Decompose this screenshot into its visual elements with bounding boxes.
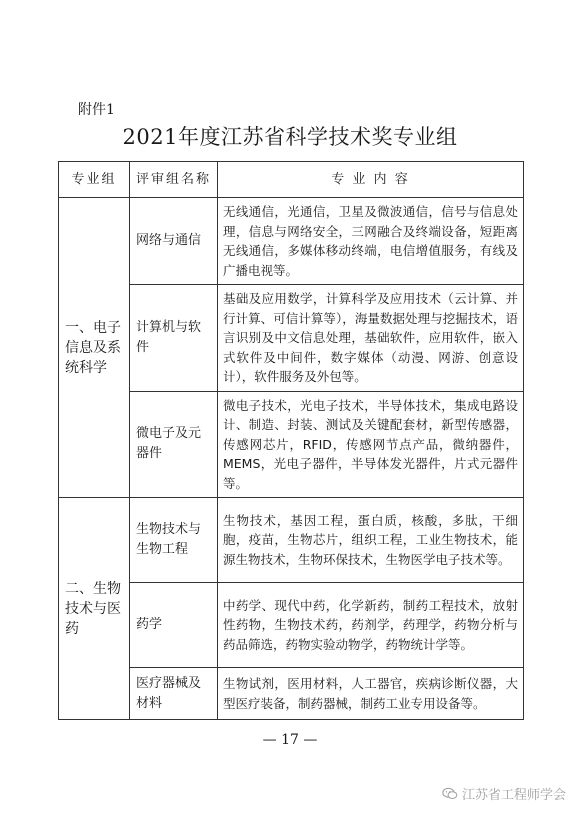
panel-name: 药学 [130, 583, 218, 668]
attachment-label: 附件1 [78, 102, 115, 118]
document-title: 2021年度江苏省科学技术奖专业组 [122, 125, 458, 149]
panel-name: 网络与通信 [130, 198, 218, 285]
group-name: 一、电子信息及系统科学 [65, 319, 121, 376]
page-number: — 17 — [262, 732, 318, 748]
group-cell [59, 498, 130, 720]
panel-name: 计算机与软件 [130, 285, 218, 392]
panel-name: 生物技术与生物工程 [130, 498, 218, 583]
panel-content: 生物试剂，医用材料，人工器官，疾病诊断仪器，大型医疗装备，制药器械，制药工业专用设备等。 [218, 668, 524, 720]
watermark [442, 784, 566, 803]
table-row [59, 198, 524, 285]
group-cell [59, 198, 130, 498]
panel-content: 微电子技术，光电子技术，半导体技术，集成电路设计、制造、封装、测试及关键配套材，新型传感器，传感网芯片，RFID，传感网节点产品，微纳器件，MEMS，光电子器件，半导体发光器件，片式元器件等。 [218, 391, 524, 498]
header-panel-name: 评审组名称 [130, 162, 218, 198]
panel-content: 中药学、现代中药，化学新药，制药工程技术，放射性药物，生物技术药，药剂学，药理学，药物分析与药品筛选，药物实验动物学，药物统计学等。 [218, 583, 524, 668]
panel-content: 无线通信，光通信，卫星及微波通信，信号与信息处理，信息与网络安全，三网融合及终端设备，短距离无线通信，多媒体移动终端，电信增值服务，有线及广播电视等。 [218, 198, 524, 285]
header-content: 专 业 内 容 [218, 162, 524, 198]
table-row [59, 498, 524, 583]
header-group: 专业组 [59, 162, 130, 198]
panel-content: 基础及应用数学，计算科学及应用技术（云计算、并行计算、可信计算等），海量数据处理与挖掘技术，语言识别及中文信息处理，基础软件，应用软件，嵌入式软件及中间件，数字媒体（动漫、网游、创意设计），软件服务及外包等。 [218, 285, 524, 392]
panel-name: 微电子及元器件 [130, 391, 218, 498]
wechat-icon [442, 787, 458, 800]
watermark-text: 江苏省工程师学会 [461, 788, 566, 803]
panel-content: 生物技术，基因工程，蛋白质，核酸，多肽，干细胞，疫苗，生物芯片，组织工程，工业生物技术，能源生物技术，生物环保技术，生物医学电子技术等。 [218, 498, 524, 583]
table-header-row [59, 162, 524, 198]
group-name: 二、生物技术与医药 [65, 580, 121, 637]
specialty-table [58, 161, 524, 720]
panel-name: 医疗器械及材料 [130, 668, 218, 720]
